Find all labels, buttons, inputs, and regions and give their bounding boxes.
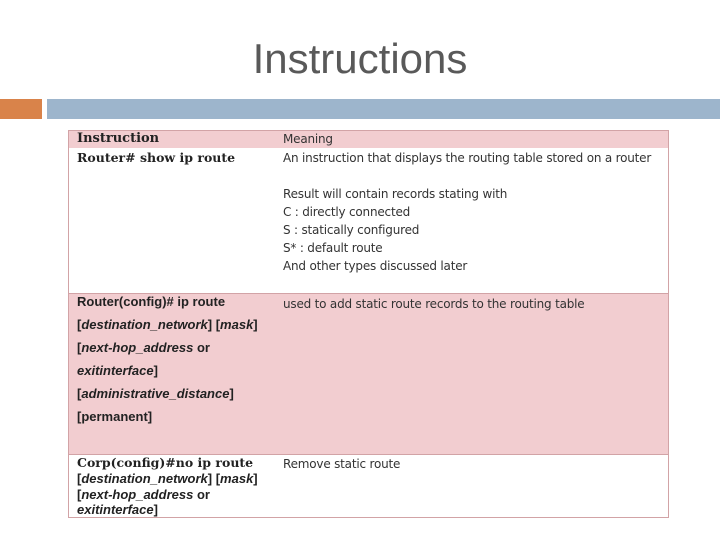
cmd-line: [administrative_distance]	[77, 386, 234, 401]
table-header-row	[69, 131, 668, 148]
cmd-line: [permanent]	[77, 409, 153, 424]
cmd-line: [destination_network] [mask]	[77, 317, 258, 332]
instruction-no-ip-route	[77, 455, 282, 518]
instruction-table	[68, 130, 669, 518]
meaning-ip-route: used to add static route records to the routing table	[283, 297, 585, 311]
meaning-spacer	[283, 167, 668, 185]
accent-bar-orange	[0, 99, 42, 119]
meaning-line: S* : default route	[283, 241, 383, 255]
meaning-line: S : statically configured	[283, 223, 420, 237]
instruction-ip-route	[77, 290, 282, 428]
cmd-line: Corp(config)#no ip route	[77, 455, 254, 470]
header-meaning: Meaning	[283, 132, 333, 146]
meaning-show-ip-route	[283, 149, 668, 275]
slide-title: Instructions	[252, 35, 468, 82]
meaning-line: And other types discussed later	[283, 259, 468, 273]
cmd-line: exitinterface]	[77, 502, 158, 517]
table-row	[69, 454, 668, 517]
cmd-line: [next-hop_address or	[77, 340, 210, 355]
meaning-line: C : directly connected	[283, 205, 411, 219]
accent-bar-blue	[47, 99, 720, 119]
cmd-line: Router(config)# ip route	[77, 294, 226, 309]
table-row	[69, 148, 668, 293]
instruction-show-ip-route: Router# show ip route	[77, 150, 236, 165]
meaning-line: An instruction that displays the routing table stored on a router	[283, 151, 652, 165]
cmd-line: [next-hop_address or	[77, 486, 210, 502]
cmd-line: [destination_network] [mask]	[77, 471, 258, 486]
meaning-no-ip-route: Remove static route	[283, 457, 401, 471]
meaning-line: Result will contain records stating with	[283, 187, 508, 201]
cmd-line: exitinterface]	[77, 363, 158, 378]
table-row	[69, 293, 668, 454]
header-instruction: Instruction	[77, 131, 160, 146]
